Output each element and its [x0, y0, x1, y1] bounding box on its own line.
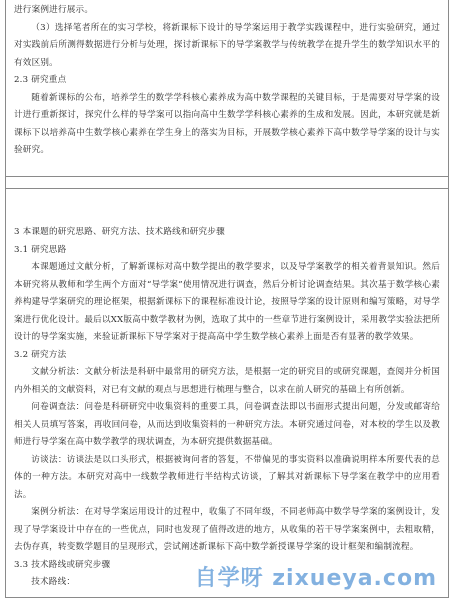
section-research-focus: [14, 2, 440, 160]
heading-3-3: 3.3 技术路线或研究步骤: [14, 559, 111, 570]
paragraph-item-3: （3）选择笔者所在的实习学校，将新课标下设计的导学案运用于教学实践课程中，进行实验研究，通过对实践前后所测得数据进行分析与处理，探讨新课标下的导学案教学与传统教学在提升学生的数学知识水平的有效区别。: [14, 22, 440, 68]
paragraph-research-focus: 随着新课标的公布，培养学生的数学学科核心素养成为高中数学课程的关键目标，于是需要对导学案的设计进行重新探讨，探究什么样的导学案可以指向高中生数学学科核心素养的生成和发展。因此，本研究就是新课标下以培养高中生数学核心素养在学生身上的落实为目标，开展数学核心素养下高中数学导学案的设计与实验研究。: [14, 92, 440, 155]
table-row-divider: [5, 176, 449, 177]
heading-3-2: 3.2 研究方法: [14, 349, 67, 360]
continued-line: 进行案例进行展示。: [14, 5, 94, 15]
heading-2-3: 2.3 研究重点: [14, 75, 67, 85]
heading-3: 3 本课题的研究思路、研究方法、技术路线和研究步骤: [14, 227, 225, 237]
section-research-methods: [14, 224, 440, 592]
tech-route-label: 技术路线：: [31, 577, 76, 587]
paragraph-case-method: 案例分析法：在对导学案运用设计的过程中，收集了不同年级，不同老师高中数学导学案的案例设计，发现了导学案设计中存在的一些优点，同时也发现了值得改进的地方，从收集的若干导学案案例中，去粗取精，去伪存真，转变数学题目的呈现形式，尝试阐述新课标下高中数学新授课导学案的设计框架和编制流程。: [14, 507, 440, 552]
heading-3-1: 3.1 研究思路: [14, 244, 67, 255]
paragraph-research-approach: 本课题通过文献分析，了解新课标对高中数学提出的教学要求，以及导学案教学的相关着背景知识。然后本研究将从教师和学生两个方面对“导学案”使用情况进行调查，然后分析讨论调查结果。其次基于数学核心素养构建导学案研究的理论框架，根据新课标下的课程标准设计论，按照导学案的设计原则和编写策略，对导学案进行优化设计。最后以XX版高中数学教材为例，选取了其中的一些章节进行案例设计，采用教学实验法把所设计的导学案实施，来验证新课标下导学案对于提高高中学生数学核心素养上面是否有显著的教学效果。: [14, 262, 440, 342]
paragraph-questionnaire-method: 问卷调查法：问卷是科研研究中收集资料的重要工具，问卷调查法即以书面形式提出问题，分发或邮寄给相关人员填写答案，再收回问卷，从而达到收集资料的一种研究方法。本研究通过问卷，对本校的学生以及教师进行导学案在高中数学教学的现状调查，为本研究提供数据基础。: [14, 402, 440, 447]
site-watermark: 自学呀 zixueya.com: [194, 566, 437, 591]
paragraph-interview-method: 访谈法：访谈法是以口头形式，根据被询问者的答复，不带偏见的事实资料以准确说明样本所要代表的总体的一种方法。本研究对高中一线数学教师进行半结构式访谈，了解其对新课标下导学案在教学中的应用看法。: [14, 454, 440, 500]
paragraph-literature-method: 文献分析法：文献分析法是科研中最常用的研究方法，是根据一定的研究目的或研究课题，查阅并分析国内外相关的文献资料，对已有文献的观点与思想进行梳理与整合，以求在前人研究的基础上有所创新。: [14, 367, 440, 395]
table-row-divider: [5, 188, 449, 189]
